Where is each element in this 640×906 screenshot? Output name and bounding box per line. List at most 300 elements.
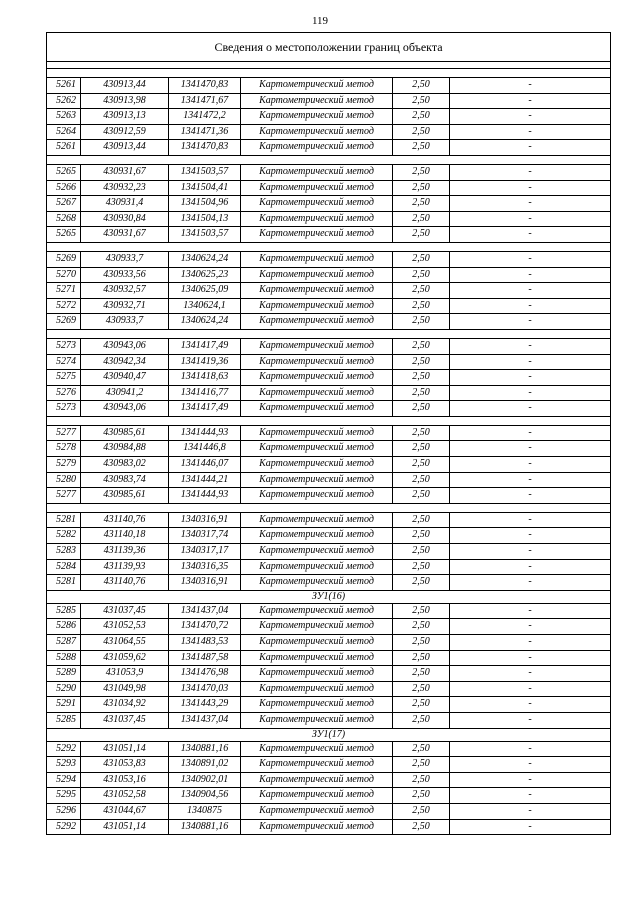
method-cell: Картометрический метод — [241, 635, 393, 651]
method-cell: Картометрический метод — [241, 140, 393, 156]
note-cell: - — [450, 650, 611, 666]
method-cell: Картометрический метод — [241, 109, 393, 125]
point-number-cell: 5275 — [47, 370, 81, 386]
point-number-cell: 5281 — [47, 512, 81, 528]
table-row — [47, 603, 611, 619]
method-cell: Картометрический метод — [241, 267, 393, 283]
accuracy-cell: 2,50 — [393, 457, 450, 473]
y-coordinate-cell: 1341504,96 — [169, 196, 241, 212]
method-cell: Картометрический метод — [241, 385, 393, 401]
x-coordinate-cell: 430933,56 — [81, 267, 169, 283]
method-cell: Картометрический метод — [241, 544, 393, 560]
point-number-cell: 5285 — [47, 712, 81, 728]
table-row — [47, 681, 611, 697]
y-coordinate-cell: 1341503,57 — [169, 227, 241, 243]
y-coordinate-cell: 1340625,23 — [169, 267, 241, 283]
spacer-cell — [47, 62, 611, 69]
note-cell: - — [450, 788, 611, 804]
point-number-cell: 5278 — [47, 441, 81, 457]
point-number-cell: 5288 — [47, 650, 81, 666]
table-row — [47, 354, 611, 370]
point-number-cell: 5261 — [47, 78, 81, 94]
accuracy-cell: 2,50 — [393, 401, 450, 417]
x-coordinate-cell: 431051,14 — [81, 741, 169, 757]
gap-cell — [47, 416, 611, 425]
method-cell: Картометрический метод — [241, 512, 393, 528]
point-number-cell: 5265 — [47, 164, 81, 180]
note-cell: - — [450, 267, 611, 283]
x-coordinate-cell: 430985,61 — [81, 425, 169, 441]
x-coordinate-cell: 431139,36 — [81, 544, 169, 560]
x-coordinate-cell: 430983,02 — [81, 457, 169, 473]
accuracy-cell: 2,50 — [393, 603, 450, 619]
accuracy-cell: 2,50 — [393, 819, 450, 835]
table-row — [47, 575, 611, 591]
section-label: ЗУ1(17) — [47, 728, 611, 741]
y-coordinate-cell: 1341487,58 — [169, 650, 241, 666]
gap-cell — [47, 503, 611, 512]
table-row — [47, 124, 611, 140]
accuracy-cell: 2,50 — [393, 298, 450, 314]
point-number-cell: 5267 — [47, 196, 81, 212]
note-cell: - — [450, 757, 611, 773]
y-coordinate-cell: 1341470,72 — [169, 619, 241, 635]
accuracy-cell: 2,50 — [393, 109, 450, 125]
table-row — [47, 78, 611, 94]
point-number-cell: 5289 — [47, 666, 81, 682]
point-number-cell: 5269 — [47, 251, 81, 267]
x-coordinate-cell: 430985,61 — [81, 488, 169, 504]
method-cell: Картометрический метод — [241, 528, 393, 544]
y-coordinate-cell: 1341472,2 — [169, 109, 241, 125]
method-cell: Картометрический метод — [241, 457, 393, 473]
method-cell: Картометрический метод — [241, 314, 393, 330]
y-coordinate-cell: 1341417,49 — [169, 401, 241, 417]
table-row — [47, 180, 611, 196]
table-row — [47, 370, 611, 386]
x-coordinate-cell: 431059,62 — [81, 650, 169, 666]
table-body — [47, 33, 611, 835]
y-coordinate-cell: 1341483,53 — [169, 635, 241, 651]
accuracy-cell: 2,50 — [393, 559, 450, 575]
x-coordinate-cell: 430940,47 — [81, 370, 169, 386]
accuracy-cell: 2,50 — [393, 164, 450, 180]
table-row — [47, 93, 611, 109]
note-cell: - — [450, 370, 611, 386]
y-coordinate-cell: 1340625,09 — [169, 283, 241, 299]
x-coordinate-cell: 431053,16 — [81, 772, 169, 788]
y-coordinate-cell: 1341504,41 — [169, 180, 241, 196]
x-coordinate-cell: 431037,45 — [81, 603, 169, 619]
table-row — [47, 338, 611, 354]
x-coordinate-cell: 430943,06 — [81, 338, 169, 354]
method-cell: Картометрический метод — [241, 712, 393, 728]
point-number-cell: 5279 — [47, 457, 81, 473]
note-cell: - — [450, 401, 611, 417]
y-coordinate-cell: 1340624,1 — [169, 298, 241, 314]
accuracy-cell: 2,50 — [393, 385, 450, 401]
accuracy-cell: 2,50 — [393, 757, 450, 773]
accuracy-cell: 2,50 — [393, 180, 450, 196]
gap-row — [47, 416, 611, 425]
method-cell: Картометрический метод — [241, 772, 393, 788]
point-number-cell: 5277 — [47, 488, 81, 504]
table-row — [47, 109, 611, 125]
note-cell: - — [450, 559, 611, 575]
note-cell: - — [450, 251, 611, 267]
table-row — [47, 140, 611, 156]
method-cell: Картометрический метод — [241, 338, 393, 354]
table-row — [47, 196, 611, 212]
accuracy-cell: 2,50 — [393, 772, 450, 788]
accuracy-cell: 2,50 — [393, 425, 450, 441]
y-coordinate-cell: 1341471,36 — [169, 124, 241, 140]
accuracy-cell: 2,50 — [393, 741, 450, 757]
method-cell: Картометрический метод — [241, 370, 393, 386]
accuracy-cell: 2,50 — [393, 619, 450, 635]
x-coordinate-cell: 430943,06 — [81, 401, 169, 417]
gap-cell — [47, 69, 611, 78]
point-number-cell: 5262 — [47, 93, 81, 109]
note-cell: - — [450, 697, 611, 713]
table-row — [47, 164, 611, 180]
point-number-cell: 5274 — [47, 354, 81, 370]
table-row — [47, 697, 611, 713]
table-row — [47, 635, 611, 651]
table-row — [47, 314, 611, 330]
x-coordinate-cell: 430933,7 — [81, 314, 169, 330]
note-cell: - — [450, 544, 611, 560]
x-coordinate-cell: 430933,7 — [81, 251, 169, 267]
y-coordinate-cell: 1341437,04 — [169, 603, 241, 619]
gap-cell — [47, 155, 611, 164]
point-number-cell: 5296 — [47, 803, 81, 819]
accuracy-cell: 2,50 — [393, 78, 450, 94]
accuracy-cell: 2,50 — [393, 712, 450, 728]
method-cell: Картометрический метод — [241, 196, 393, 212]
table-row — [47, 298, 611, 314]
point-number-cell: 5265 — [47, 227, 81, 243]
method-cell: Картометрический метод — [241, 425, 393, 441]
x-coordinate-cell: 431140,18 — [81, 528, 169, 544]
accuracy-cell: 2,50 — [393, 283, 450, 299]
y-coordinate-cell: 1341446,07 — [169, 457, 241, 473]
note-cell: - — [450, 512, 611, 528]
x-coordinate-cell: 431049,98 — [81, 681, 169, 697]
note-cell: - — [450, 196, 611, 212]
table-row — [47, 385, 611, 401]
accuracy-cell: 2,50 — [393, 528, 450, 544]
x-coordinate-cell: 430932,57 — [81, 283, 169, 299]
x-coordinate-cell: 431052,58 — [81, 788, 169, 804]
point-number-cell: 5292 — [47, 819, 81, 835]
y-coordinate-cell: 1341418,63 — [169, 370, 241, 386]
x-coordinate-cell: 430942,34 — [81, 354, 169, 370]
y-coordinate-cell: 1340891,02 — [169, 757, 241, 773]
x-coordinate-cell: 430931,4 — [81, 196, 169, 212]
point-number-cell: 5276 — [47, 385, 81, 401]
accuracy-cell: 2,50 — [393, 544, 450, 560]
point-number-cell: 5270 — [47, 267, 81, 283]
accuracy-cell: 2,50 — [393, 472, 450, 488]
gap-row — [47, 503, 611, 512]
accuracy-cell: 2,50 — [393, 681, 450, 697]
accuracy-cell: 2,50 — [393, 788, 450, 804]
y-coordinate-cell: 1341503,57 — [169, 164, 241, 180]
note-cell: - — [450, 772, 611, 788]
point-number-cell: 5268 — [47, 211, 81, 227]
table-row — [47, 267, 611, 283]
point-number-cell: 5272 — [47, 298, 81, 314]
x-coordinate-cell: 430931,67 — [81, 227, 169, 243]
note-cell: - — [450, 164, 611, 180]
y-coordinate-cell: 1341470,83 — [169, 140, 241, 156]
x-coordinate-cell: 431052,53 — [81, 619, 169, 635]
x-coordinate-cell: 431140,76 — [81, 512, 169, 528]
table-row — [47, 512, 611, 528]
accuracy-cell: 2,50 — [393, 93, 450, 109]
boundary-table — [46, 32, 611, 835]
y-coordinate-cell: 1341419,36 — [169, 354, 241, 370]
y-coordinate-cell: 1340624,24 — [169, 314, 241, 330]
point-number-cell: 5292 — [47, 741, 81, 757]
x-coordinate-cell: 430931,67 — [81, 164, 169, 180]
table-row — [47, 211, 611, 227]
note-cell: - — [450, 180, 611, 196]
accuracy-cell: 2,50 — [393, 650, 450, 666]
note-cell: - — [450, 140, 611, 156]
point-number-cell: 5287 — [47, 635, 81, 651]
note-cell: - — [450, 124, 611, 140]
x-coordinate-cell: 430913,13 — [81, 109, 169, 125]
note-cell: - — [450, 603, 611, 619]
x-coordinate-cell: 430932,23 — [81, 180, 169, 196]
table-row — [47, 712, 611, 728]
point-number-cell: 5286 — [47, 619, 81, 635]
method-cell: Картометрический метод — [241, 354, 393, 370]
accuracy-cell: 2,50 — [393, 314, 450, 330]
y-coordinate-cell: 1341446,8 — [169, 441, 241, 457]
x-coordinate-cell: 430913,98 — [81, 93, 169, 109]
method-cell: Картометрический метод — [241, 401, 393, 417]
note-cell: - — [450, 354, 611, 370]
method-cell: Картометрический метод — [241, 251, 393, 267]
y-coordinate-cell: 1341470,83 — [169, 78, 241, 94]
method-cell: Картометрический метод — [241, 472, 393, 488]
y-coordinate-cell: 1340316,91 — [169, 575, 241, 591]
table-row — [47, 227, 611, 243]
point-number-cell: 5281 — [47, 575, 81, 591]
table-row — [47, 803, 611, 819]
table-row — [47, 819, 611, 835]
section-label: ЗУ1(16) — [47, 590, 611, 603]
point-number-cell: 5290 — [47, 681, 81, 697]
accuracy-cell: 2,50 — [393, 370, 450, 386]
note-cell: - — [450, 575, 611, 591]
y-coordinate-cell: 1341504,13 — [169, 211, 241, 227]
accuracy-cell: 2,50 — [393, 211, 450, 227]
y-coordinate-cell: 1341417,49 — [169, 338, 241, 354]
point-number-cell: 5285 — [47, 603, 81, 619]
method-cell: Картометрический метод — [241, 681, 393, 697]
accuracy-cell: 2,50 — [393, 697, 450, 713]
section-label-row — [47, 728, 611, 741]
accuracy-cell: 2,50 — [393, 666, 450, 682]
note-cell: - — [450, 457, 611, 473]
accuracy-cell: 2,50 — [393, 354, 450, 370]
y-coordinate-cell: 1340316,91 — [169, 512, 241, 528]
y-coordinate-cell: 1341444,93 — [169, 425, 241, 441]
x-coordinate-cell: 431053,9 — [81, 666, 169, 682]
point-number-cell: 5294 — [47, 772, 81, 788]
accuracy-cell: 2,50 — [393, 803, 450, 819]
method-cell: Картометрический метод — [241, 164, 393, 180]
note-cell: - — [450, 741, 611, 757]
x-coordinate-cell: 430912,59 — [81, 124, 169, 140]
point-number-cell: 5284 — [47, 559, 81, 575]
table-row — [47, 488, 611, 504]
point-number-cell: 5277 — [47, 425, 81, 441]
method-cell: Картометрический метод — [241, 741, 393, 757]
note-cell: - — [450, 338, 611, 354]
point-number-cell: 5269 — [47, 314, 81, 330]
y-coordinate-cell: 1340904,56 — [169, 788, 241, 804]
point-number-cell: 5293 — [47, 757, 81, 773]
x-coordinate-cell: 430941,2 — [81, 385, 169, 401]
point-number-cell: 5283 — [47, 544, 81, 560]
accuracy-cell: 2,50 — [393, 267, 450, 283]
x-coordinate-cell: 431139,93 — [81, 559, 169, 575]
note-cell: - — [450, 109, 611, 125]
table-row — [47, 741, 611, 757]
note-cell: - — [450, 803, 611, 819]
table-row — [47, 283, 611, 299]
table-row — [47, 441, 611, 457]
table-row — [47, 544, 611, 560]
method-cell: Картометрический метод — [241, 211, 393, 227]
note-cell: - — [450, 283, 611, 299]
table-row — [47, 457, 611, 473]
x-coordinate-cell: 431037,45 — [81, 712, 169, 728]
point-number-cell: 5295 — [47, 788, 81, 804]
method-cell: Картометрический метод — [241, 78, 393, 94]
note-cell: - — [450, 385, 611, 401]
note-cell: - — [450, 227, 611, 243]
table-row — [47, 401, 611, 417]
method-cell: Картометрический метод — [241, 283, 393, 299]
table-row — [47, 559, 611, 575]
note-cell: - — [450, 528, 611, 544]
method-cell: Картометрический метод — [241, 488, 393, 504]
accuracy-cell: 2,50 — [393, 635, 450, 651]
y-coordinate-cell: 1341444,93 — [169, 488, 241, 504]
table-row — [47, 425, 611, 441]
method-cell: Картометрический метод — [241, 819, 393, 835]
table-title: Сведения о местоположении границ объекта — [47, 33, 611, 62]
method-cell: Картометрический метод — [241, 559, 393, 575]
method-cell: Картометрический метод — [241, 227, 393, 243]
y-coordinate-cell: 1340902,01 — [169, 772, 241, 788]
method-cell: Картометрический метод — [241, 93, 393, 109]
note-cell: - — [450, 78, 611, 94]
note-cell: - — [450, 681, 611, 697]
point-number-cell: 5266 — [47, 180, 81, 196]
point-number-cell: 5291 — [47, 697, 81, 713]
spacer-row — [47, 62, 611, 69]
note-cell: - — [450, 441, 611, 457]
y-coordinate-cell: 1341437,04 — [169, 712, 241, 728]
y-coordinate-cell: 1340624,24 — [169, 251, 241, 267]
table-row — [47, 251, 611, 267]
point-number-cell: 5263 — [47, 109, 81, 125]
method-cell: Картометрический метод — [241, 124, 393, 140]
table-row — [47, 666, 611, 682]
accuracy-cell: 2,50 — [393, 488, 450, 504]
y-coordinate-cell: 1340881,16 — [169, 819, 241, 835]
x-coordinate-cell: 431053,83 — [81, 757, 169, 773]
gap-row — [47, 329, 611, 338]
accuracy-cell: 2,50 — [393, 251, 450, 267]
gap-row — [47, 69, 611, 78]
accuracy-cell: 2,50 — [393, 227, 450, 243]
method-cell: Картометрический метод — [241, 666, 393, 682]
x-coordinate-cell: 431034,92 — [81, 697, 169, 713]
note-cell: - — [450, 298, 611, 314]
method-cell: Картометрический метод — [241, 298, 393, 314]
table-row — [47, 472, 611, 488]
accuracy-cell: 2,50 — [393, 575, 450, 591]
table-row — [47, 772, 611, 788]
method-cell: Картометрический метод — [241, 575, 393, 591]
method-cell: Картометрический метод — [241, 619, 393, 635]
table-row — [47, 757, 611, 773]
point-number-cell: 5261 — [47, 140, 81, 156]
y-coordinate-cell: 1340316,35 — [169, 559, 241, 575]
gap-row — [47, 242, 611, 251]
note-cell: - — [450, 619, 611, 635]
method-cell: Картометрический метод — [241, 180, 393, 196]
point-number-cell: 5280 — [47, 472, 81, 488]
x-coordinate-cell: 431140,76 — [81, 575, 169, 591]
table-row — [47, 528, 611, 544]
note-cell: - — [450, 472, 611, 488]
method-cell: Картометрический метод — [241, 650, 393, 666]
accuracy-cell: 2,50 — [393, 441, 450, 457]
method-cell: Картометрический метод — [241, 757, 393, 773]
y-coordinate-cell: 1340317,17 — [169, 544, 241, 560]
page-number: 119 — [311, 15, 329, 27]
y-coordinate-cell: 1340317,74 — [169, 528, 241, 544]
note-cell: - — [450, 666, 611, 682]
accuracy-cell: 2,50 — [393, 196, 450, 212]
y-coordinate-cell: 1341444,21 — [169, 472, 241, 488]
x-coordinate-cell: 430983,74 — [81, 472, 169, 488]
y-coordinate-cell: 1341416,77 — [169, 385, 241, 401]
method-cell: Картометрический метод — [241, 788, 393, 804]
table-row — [47, 619, 611, 635]
accuracy-cell: 2,50 — [393, 338, 450, 354]
accuracy-cell: 2,50 — [393, 512, 450, 528]
note-cell: - — [450, 314, 611, 330]
gap-cell — [47, 242, 611, 251]
y-coordinate-cell: 1341471,67 — [169, 93, 241, 109]
table-title-row — [47, 33, 611, 62]
note-cell: - — [450, 635, 611, 651]
y-coordinate-cell: 1341476,98 — [169, 666, 241, 682]
y-coordinate-cell: 1341470,03 — [169, 681, 241, 697]
x-coordinate-cell: 430913,44 — [81, 140, 169, 156]
table-row — [47, 650, 611, 666]
